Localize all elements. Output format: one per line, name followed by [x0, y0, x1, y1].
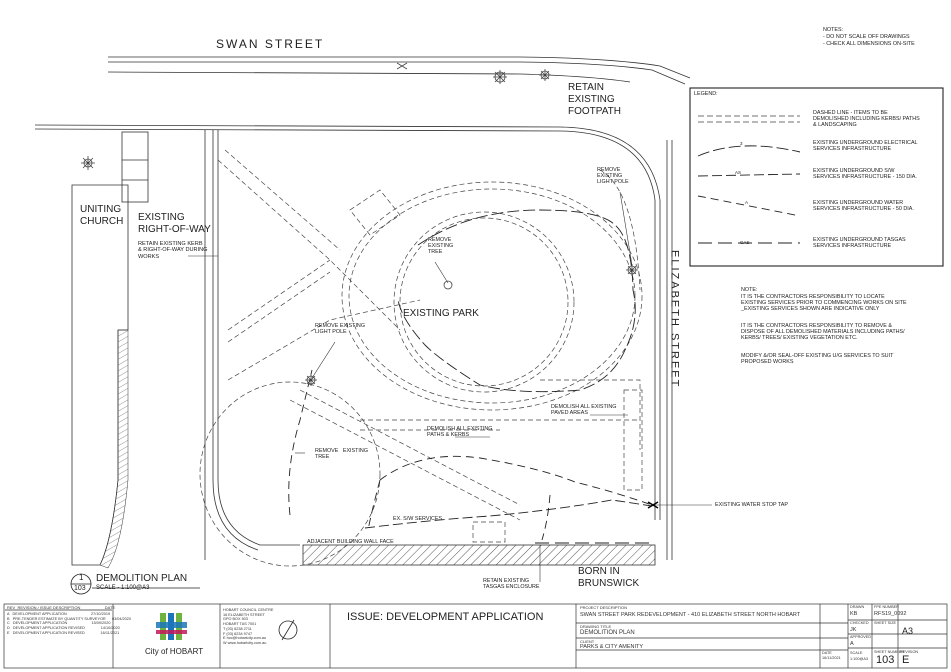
scale: 1:100@A3	[850, 657, 868, 661]
issue-label: ISSUE: DEVELOPMENT APPLICATION	[347, 611, 544, 623]
legend-line-electrical	[698, 146, 800, 156]
revision-list: A DEVELOPMENT APPLICATION 27/10/2019 B PRE-TENDER ESTIMATE BY QUANTITY SURVEYOR 03/04/2020 C DEVELOPMENT APPLICATION 15/09/2020 D DEVELOPMENT APPLICATION REVISED 14/10/2020 E DEVELOPMENT APPLICATION REVISED 16/11/2021	[7, 612, 131, 635]
elizabeth-street-label: ELIZABETH STREET	[668, 250, 681, 389]
born-in-brunswick-wall	[303, 545, 655, 565]
checked: JK	[850, 627, 857, 633]
fpe-number-label: FPE NUMBER	[874, 605, 899, 609]
north-arrow-icon	[279, 620, 297, 640]
retain-tasgas-label: RETAIN EXISTING TASGAS ENCLOSURE	[483, 578, 540, 591]
date: 16/11/2021	[822, 656, 841, 660]
legend-marker-sw: AS	[735, 170, 742, 175]
uniting-church-label: UNITING CHURCH	[80, 204, 124, 227]
plan-number: 1	[79, 573, 84, 582]
legend-item-gas: EXISTING UNDERGROUND TASGAS SERVICES INFRASTRUCTURE	[813, 237, 906, 250]
plan-title: DEMOLITION PLAN	[96, 573, 188, 584]
retain-kerb-label: RETAIN EXISTING KERB & RIGHT-OF-WAY DURING WORKS	[138, 241, 208, 260]
demolish-paths-label: DEMOLISH ALL EXISTING PATHS & KERBS	[427, 426, 493, 439]
water-stop-tap-label: EXISTING WATER STOP TAP	[715, 502, 788, 508]
client: PARKS & CITY AMENITY	[580, 644, 644, 650]
notes-right-para-1: IT IS THE CONTRACTORS RESPONSIBILITY TO LOCATE EXISTING SERVICES PRIOR TO COMMENCING WORKS ON SITE _EXISTING SERVICES SHOWN ARE INDICATIVE ONLY	[741, 294, 907, 313]
approved: A	[850, 641, 854, 647]
ex-sw-services-label: EX. S/W SERVICES	[393, 516, 443, 522]
legend-marker-water: A	[745, 200, 749, 205]
drawn: KB	[850, 611, 858, 617]
note-line-1: - DO NOT SCALE OFF DRAWINGS	[823, 34, 910, 40]
client-label: CLIENT	[580, 639, 595, 644]
footpath-corner	[560, 127, 660, 520]
drawing-title: DEMOLITION PLAN	[580, 630, 635, 636]
retain-footpath-label: RETAIN EXISTING FOOTPATH	[568, 82, 621, 117]
demolish-paved-label: DEMOLISH ALL EXISTING PAVED AREAS	[551, 404, 617, 417]
sheet-number: 103	[876, 654, 895, 666]
project-description: SWAN STREET PARK REDEVELOPMENT - 410 ELIZABETH STREET NORTH HOBART	[580, 612, 801, 618]
swan-street-label: SWAN STREET	[216, 37, 325, 51]
remove-light-pole-top-label: REMOVE EXISTING LIGHT POLE	[597, 167, 629, 186]
remove-tree-top-label: REMOVE EXISTING TREE	[428, 237, 454, 256]
born-in-brunswick-label: BORN IN BRUNSWICK	[578, 566, 640, 589]
legend-line-sw	[698, 174, 800, 176]
sheet-size-label: SHEET SIZE	[874, 621, 897, 625]
sheet-size: A3	[902, 626, 914, 636]
dashed-demolition-items	[200, 150, 642, 566]
date-label: DATE	[822, 651, 832, 655]
project-description-label: PROJECT DESCRIPTION	[580, 605, 628, 610]
drawn-label: DRAWN	[850, 605, 865, 609]
legend-item-sw: EXISTING UNDERGROUND S/W SERVICES INFRASTRUCTURE - 150 DIA.	[813, 168, 917, 181]
remove-tree-low-label: REMOVE EXISTING TREE	[315, 448, 369, 461]
church-wall-hatch	[100, 330, 128, 568]
city-of-hobart-logo-icon	[156, 613, 187, 640]
sw-service-line	[365, 500, 652, 528]
remove-light-pole-mid-label: REMOVE EXISTING LIGHT POLE	[315, 323, 366, 336]
legend-item-dashed: DASHED LINE - ITEMS TO BE DEMOLISHED INCLUDING KERBS/ PATHS & LANDSCAPING	[813, 110, 920, 129]
sheet-number-label: SHEET NUMBER	[874, 650, 905, 654]
existing-park-label: EXISTING PARK	[403, 308, 479, 319]
legend-line-dashed	[698, 116, 800, 122]
fpe-number: RFS19_0092	[874, 611, 907, 617]
drawing-title-label: DRAWING TITLE	[580, 624, 612, 629]
notes-heading: NOTES:	[823, 27, 844, 33]
legend-item-water: EXISTING UNDERGROUND WATER SERVICES INFRASTRUCTURE - 50 DIA.	[813, 200, 914, 213]
notes-right-para-3: MODIFY &/OR SEAL-OFF EXISTING U/G SERVICES TO SUIT PROPOSED WORKS	[741, 353, 894, 366]
revision-header: REV REVISION / ISSUE DESCRIPTION DATE	[7, 605, 116, 610]
plan-sheet-ref: 103	[74, 585, 86, 592]
notes-right-para-2: IT IS THE CONTRACTORS RESPONSIBILITY TO REMOVE & DISPOSE OF ALL DEMOLISHED MATERIALS INCLUDING PATHS/ KERBS/ TREES/ EXISTING VEGETATION ETC.	[741, 323, 905, 342]
revision: E	[902, 654, 910, 666]
notes-right-heading: NOTE:	[741, 287, 758, 293]
legend-line-water	[698, 196, 800, 216]
adjacent-building-wall-label: ADJACENT BUILDING WALL FACE	[307, 539, 394, 545]
council-address: HOBART COUNCIL CENTRE 16 ELIZABETH STREET GPO BOX 503 HOBART TAS 7001 T (03) 6238 2711 F (03) 6234 9747 E hcc@hobartcity.com.au W www.hobartcity.com.au	[223, 608, 274, 646]
checked-label: CHECKED	[850, 621, 869, 625]
approved-label: APPROVED	[850, 635, 872, 639]
legend-marker-electrical: 3	[740, 141, 743, 146]
note-line-2: - CHECK ALL DIMENSIONS ON-SITE	[823, 41, 915, 47]
existing-right-of-way-label: EXISTING RIGHT-OF-WAY	[138, 212, 211, 235]
scale-label: SCALE	[850, 651, 863, 655]
plan-scale: SCALE - 1:100@A3	[96, 585, 150, 591]
legend-marker-gas: GAS	[740, 240, 750, 245]
legend-title: LEGEND:	[694, 91, 718, 97]
city-of-hobart-logo-text: City of HOBART	[145, 647, 204, 656]
revision-label: REVISION	[900, 650, 919, 654]
right-of-way	[122, 130, 300, 560]
legend-item-electrical: EXISTING UNDERGROUND ELECTRICAL SERVICES INFRASTRUCTURE	[813, 140, 918, 153]
